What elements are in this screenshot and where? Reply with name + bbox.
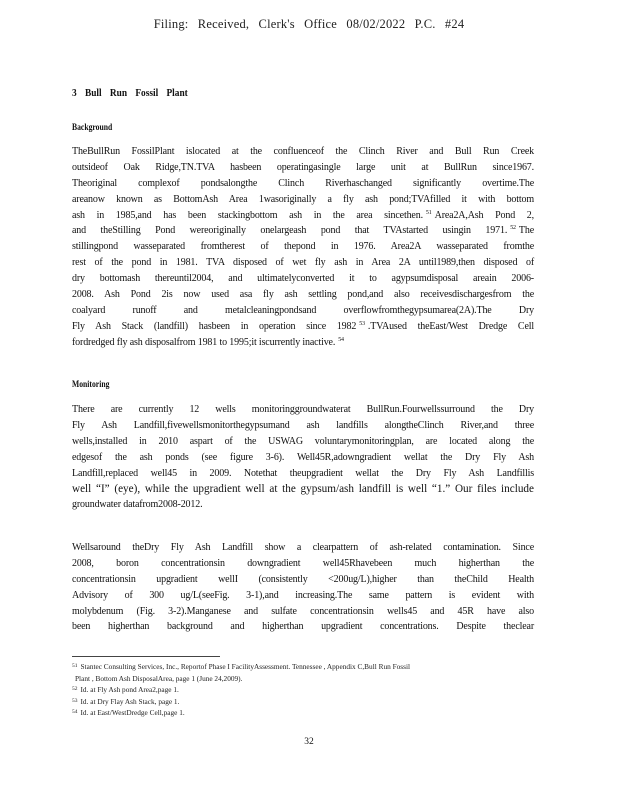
footnote [72, 684, 542, 696]
footnote-text: Id. at Fly Ash pond Area2,page 1. [80, 685, 179, 694]
paragraph-line: outsideof Oak Ridge,TN.TVA hasbeen operatingasingle large unit at BullRun since1967. [72, 161, 534, 173]
paragraph-line: molybdenum (Fig. 3-2).Manganese and sulfate concentrationsin wells45 and 45R have also [72, 605, 534, 617]
line-text: .TVAused theEast/West Dredge Cell [367, 320, 534, 332]
paragraph-line: groundwater datafrom2008-2012. [72, 499, 203, 511]
paragraph-line: well “I” (eye), while the upgradient well at the gypsum/ash landfill is well “1.” Our files include [72, 483, 534, 496]
line-text: ash in 1985,and has been stackingbottom ash in the area sincethen. [72, 209, 423, 221]
footnote-text: Plant , Bottom Ash DisposalArea, page 1 (June 24,2009). [75, 673, 243, 683]
footnote [72, 696, 542, 708]
footnote-ref: 54 [338, 336, 344, 343]
footnote-ref: 53 [359, 320, 365, 327]
paragraph-line: Landfill,replaced well45 in 2009. Notethat theupgradient wellat the Dry Fly Ash Landfillis [72, 467, 534, 479]
footnotes [72, 661, 542, 719]
footnote-ref: 51 [425, 209, 432, 216]
paragraph-line: edgesof the ash ponds (see figure 3-6). Well45R,adowngradient wellat the Dry Fly Ash [72, 451, 534, 463]
footnote [72, 661, 542, 673]
line-text: Fly Ash Stack (landfill) hasbeen in operation since 1982 [72, 320, 357, 332]
footnote-ref: 52 [510, 225, 516, 232]
background-heading: Background [72, 122, 113, 132]
footnote-divider [72, 656, 220, 657]
footnote [72, 673, 542, 685]
line-text: Area2A,Ash Pond 2, [434, 209, 534, 221]
paragraph-line: Fly Ash Landfill,fivewellsmonitorthegypsumand ash landfills alongtheClinch River,and three [72, 419, 534, 431]
paragraph-line: dry bottomash thereuntil2004, and ultimatelyconverted it to agypsumdisposal areain 2006- [72, 273, 534, 285]
paragraph-line: concentrationsin upgradient wellI (consistently <200ug/L),higher than theChild Health [72, 573, 534, 585]
paragraph-line: stillingpond wasseparated fromtherest of thepond in 1976. Area2A wasseparated fromthe [72, 241, 534, 253]
monitoring-paragraph [72, 404, 534, 515]
paragraph-line: coalyard runoff and metalcleaningpondsand overflowfromthegypsumarea(2A).The Dry [72, 304, 534, 316]
paragraph-line: Theoriginal complexof pondsalongthe Clinch Riverhaschanged significantly overtime.The [72, 177, 534, 189]
paragraph-line: 2008, boron concentrationsin downgradient well45Rhavebeen much higherthan the [72, 557, 534, 569]
paragraph-line [72, 337, 534, 353]
paragraph-line: TheBullRun FossilPlant islocated at the confluenceof the Clinch River and Bull Run Creek [72, 146, 534, 157]
footnote-number: 54 [72, 709, 78, 715]
paragraph-line: Wellsaround theDry Fly Ash Landfill show a clearpattern of ash-related contamination. Since [72, 542, 534, 553]
paragraph-line [72, 210, 534, 226]
footnote-number: 51 [72, 663, 78, 669]
paragraph-line: 2008. Ash Pond 2is now used asa fly ash settling pond,and also receivesdischargesfrom the [72, 289, 534, 301]
paragraph-line: areanow known as BottomAsh Area 1wasoriginally a fly ash pond;TVAfilled it with bottom [72, 193, 534, 205]
paragraph-line: wells,installed in 2010 aspart of the USWAG voluntarymonitoringplan, are located along the [72, 435, 534, 447]
footnote-number: 53 [72, 697, 78, 704]
paragraph-line: There are currently 12 wells monitoringgroundwaterat BullRun.Fourwellssurround the Dry [72, 404, 534, 415]
footnote-text: Stantec Consulting Services, Inc., Reportof Phase I FacilityAssessment. Tennessee , Appendix C,Bull Run Fossil [80, 662, 411, 671]
paragraph-line: rest of the pond in 1981. TVA disposed of wet fly ash in Area 2A until1989,then disposed of [72, 257, 534, 269]
line-text: fordredged fly ash disposalfrom 1981 to 1995;it iscurrently inactive. [72, 336, 336, 348]
page-number: 32 [304, 737, 314, 747]
line-text: and theStilling Pond wereoriginally onelargeash pond that TVAstarted usingin 1971. [72, 225, 508, 237]
section-title: 3 Bull Run Fossil Plant [72, 87, 188, 99]
footnote [72, 707, 542, 719]
footnote-text: Id. at Dry Flay Ash Stack, page 1. [80, 696, 180, 706]
paragraph-line [72, 225, 534, 241]
background-paragraph [72, 146, 534, 353]
paragraph-line [72, 321, 534, 337]
wells-paragraph [72, 542, 534, 637]
footnote-number: 52 [72, 686, 78, 692]
monitoring-heading: Monitoring [72, 379, 110, 389]
paragraph-line: Advisory of 300 ug/L(seeFig. 3-1),and increasing.The same pattern is evident with [72, 589, 534, 601]
paragraph-line: been higherthan background and higherthan upgradient concentrations. Despite theclear [72, 621, 534, 633]
filing-header: Filing: Received, Clerk's Office 08/02/2022 P.C. #24 [153, 17, 465, 31]
footnote-text: Id. at East/WestDredge Cell,page 1. [80, 708, 185, 717]
line-text: The [518, 225, 534, 237]
